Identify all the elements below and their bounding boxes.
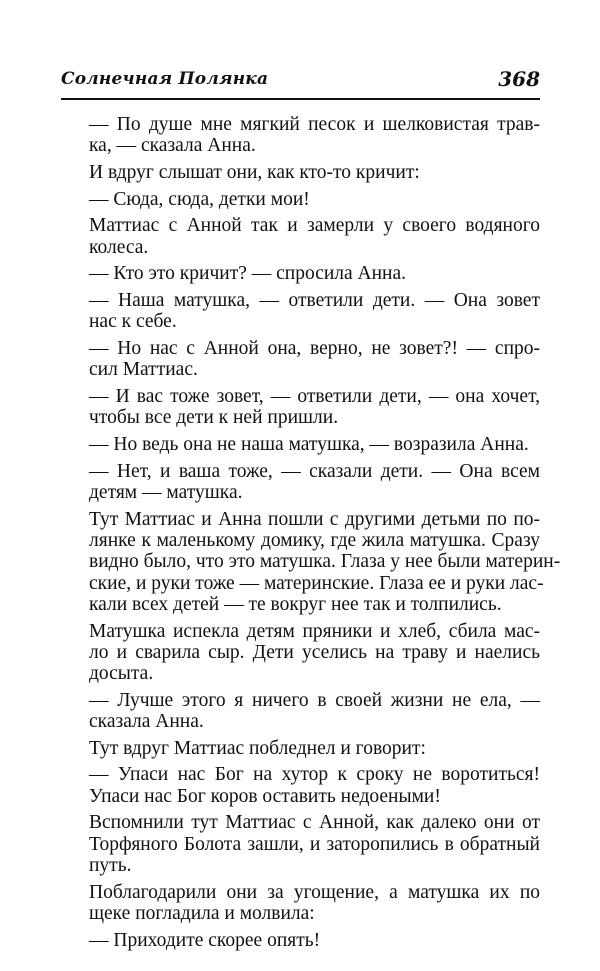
paragraph <box>61 386 540 429</box>
text-line: — Упаси нас Бог на хутор к сроку не воротиться! <box>89 764 540 786</box>
text-line: — Но нас с Анной она, верно, не зовет?! — спро- <box>89 338 540 360</box>
paragraph <box>61 434 540 455</box>
running-title: Солнечная Полянка <box>61 69 269 89</box>
text-line: — Лучше этого я ничего в своей жизни не ела, — <box>89 689 540 711</box>
paragraph <box>61 215 540 258</box>
body-text <box>61 114 561 956</box>
paragraph <box>61 162 540 183</box>
text-line: щеке погладила и молвила: <box>89 903 315 925</box>
text-line: сил Маттиас. <box>89 359 198 381</box>
text-line: кали всех детей — те вокруг нее так и толпились. <box>89 593 502 615</box>
text-line: нас к себе. <box>89 311 177 333</box>
text-line: путь. <box>89 855 132 877</box>
text-line: Матушка испекла детям пряники и хлеб, сбила мас- <box>89 620 540 642</box>
text-line: — И вас тоже зовет, — ответили дети, — она хочет, <box>89 386 540 407</box>
text-line: досыта. <box>89 663 154 685</box>
paragraph <box>61 690 540 733</box>
paragraph <box>61 738 540 759</box>
text-line: — Приходите скорее опять! <box>89 929 321 951</box>
text-line: колеса. <box>89 236 149 258</box>
paragraph <box>61 882 540 925</box>
text-line: Упаси нас Бог коров оставить недоеными! <box>89 785 441 807</box>
page-number: 368 <box>498 67 540 91</box>
paragraph <box>61 114 540 157</box>
text-line: чтобы все дети к ней пришли. <box>89 407 339 429</box>
text-line: ские, и руки тоже — материнские. Глаза ее и руки лас- <box>89 572 544 594</box>
text-line: детям — матушка. <box>89 481 243 503</box>
text-line: Торфяного Болота зашли, и заторопились в обратный <box>89 833 540 855</box>
text-line: Тут вдруг Маттиас побледнел и говорит: <box>89 737 426 759</box>
text-line: Вспомнили тут Маттиас с Анной, как далеко они от <box>89 812 540 834</box>
text-line: Поблагодарили они за угощение, а матушка их по <box>89 881 540 903</box>
text-line: ка, — сказала Анна. <box>89 135 256 157</box>
text-line: лянке к маленькому домику, где жила матушка. Сразу <box>89 529 540 551</box>
page-header <box>61 66 540 100</box>
text-line: — Наша матушка, — ответили дети. — Она зовет <box>89 290 540 312</box>
text-line: — Но ведь она не наша матушка, — возразила Анна. <box>89 433 529 455</box>
text-line: — Сюда, сюда, детки мои! <box>89 188 310 210</box>
text-line: видно было, что это матушка. Глаза у нее были материн- <box>89 551 561 573</box>
text-line: Маттиас с Анной так и замерли у своего водяного <box>89 215 540 237</box>
paragraph <box>61 461 540 504</box>
paragraph <box>61 508 561 615</box>
text-line: И вдруг слышат они, как кто-то кричит: <box>89 161 420 183</box>
paragraph <box>61 263 540 284</box>
paragraph <box>61 812 540 876</box>
paragraph <box>61 764 540 807</box>
paragraph <box>61 338 540 381</box>
paragraph <box>61 621 540 685</box>
text-line: ло и сварила сыр. Дети уселись на траву и наелись <box>89 641 540 663</box>
text-line: — Нет, и ваша тоже, — сказали дети. — Она всем <box>89 460 540 482</box>
text-line: — По душе мне мягкий песок и шелковистая трав- <box>89 114 540 135</box>
paragraph <box>61 290 540 333</box>
paragraph <box>61 930 540 951</box>
text-line: Тут Маттиас и Анна пошли с другими детьми по по- <box>89 508 540 530</box>
text-line: — Кто это кричит? — спросила Анна. <box>89 263 407 285</box>
text-line: сказала Анна. <box>89 711 204 733</box>
paragraph <box>61 189 540 210</box>
